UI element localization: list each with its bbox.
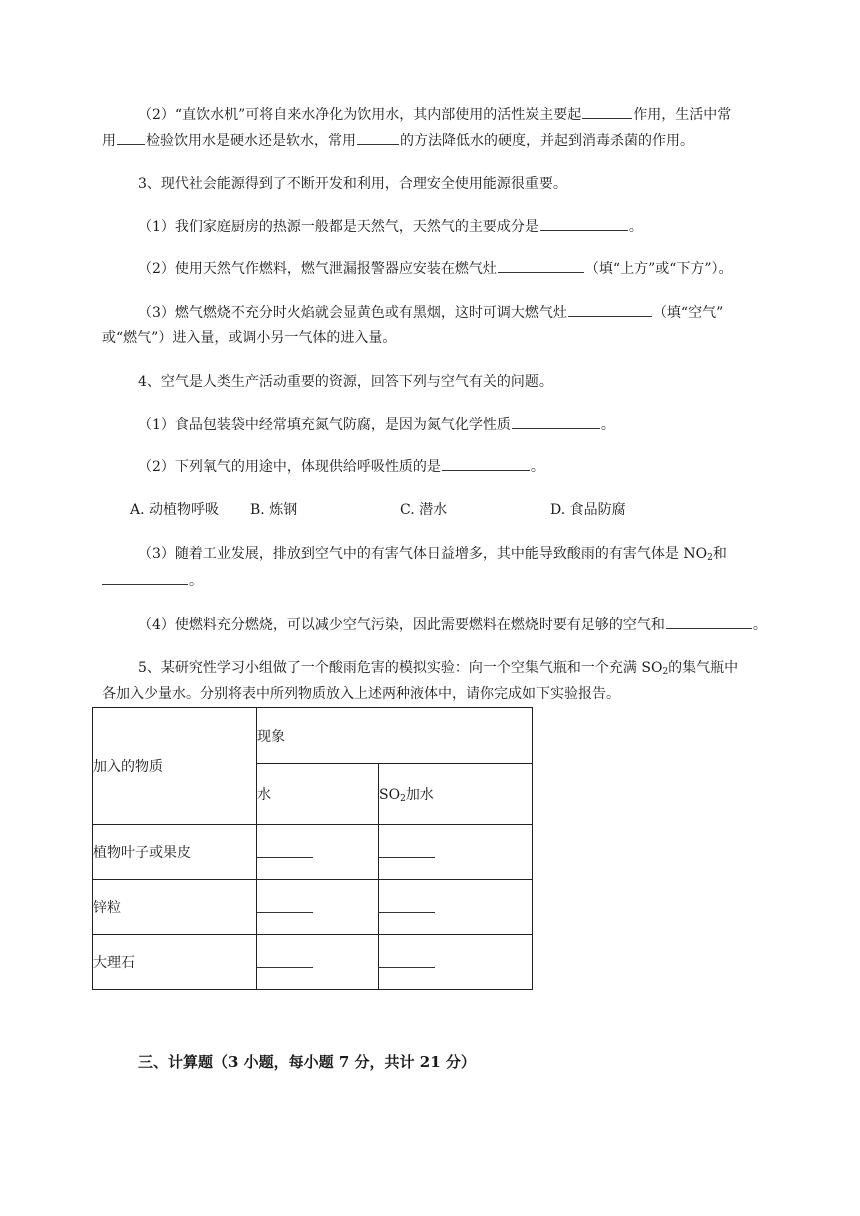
q2-part2-line1: （2）“直饮水机”可将自来水净化为饮用水，其内部使用的活性炭主要起 作用，生活中常 xyxy=(138,104,802,125)
q3-part3-line1: （3）燃气燃烧不充分时火焰就会显黄色或有黑烟，这时可调大燃气灶 （填“空气” xyxy=(138,302,802,323)
answer-blank[interactable] xyxy=(540,216,628,231)
row-substance: 锌粒 xyxy=(93,880,257,935)
header-substance: 加入的物质 xyxy=(93,708,257,825)
q4-title: 4、空气是人类生产活动重要的资源，回答下列与空气有关的问题。 xyxy=(138,374,553,390)
q4-part1: （1）食品包装袋中经常填充氮气防腐，是因为氮气化学性质 。 xyxy=(138,414,802,435)
answer-blank[interactable] xyxy=(257,843,313,858)
q4-part3-line2: 。 xyxy=(102,570,802,591)
answer-blank[interactable] xyxy=(379,898,435,913)
answer-blank[interactable] xyxy=(498,258,584,273)
q5-line2: 各加入少量水。分别将表中所列物质放入上述两种液体中，请你完成如下实验报告。 xyxy=(102,686,620,702)
option-c[interactable]: C. 潜水 xyxy=(400,502,448,518)
q4-part2: （2）下列氧气的用途中，体现供给呼吸性质的是 。 xyxy=(138,456,802,477)
q4-part4: （4）使燃料充分燃烧，可以减少空气污染，因此需要燃料在燃烧时要有足够的空气和 。 xyxy=(138,614,802,635)
answer-cell[interactable] xyxy=(257,935,379,990)
q3-part1: （1）我们家庭厨房的热源一般都是天然气，天然气的主要成分是 。 xyxy=(138,216,802,237)
q5-line1: 5、某研究性学习小组做了一个酸雨危害的模拟实验：向一个空集气瓶和一个充满 $SO_2$的集气瓶中 xyxy=(138,660,739,677)
header-so2-water: $SO_2$加水 xyxy=(379,764,533,825)
option-a[interactable]: A. 动植物呼吸 xyxy=(130,502,220,518)
answer-blank[interactable] xyxy=(379,953,435,968)
answer-cell[interactable] xyxy=(379,935,533,990)
option-d[interactable]: D. 食品防腐 xyxy=(550,502,626,518)
answer-blank[interactable] xyxy=(582,104,632,119)
answer-cell[interactable] xyxy=(379,825,533,880)
answer-cell[interactable] xyxy=(379,880,533,935)
answer-blank[interactable] xyxy=(666,614,752,629)
q3-part3-line2: 或“燃气”）进入量，或调小另一气体的进入量。 xyxy=(102,330,397,346)
answer-blank[interactable] xyxy=(442,456,530,471)
q2-part2-line2: 用 检验饮用水是硬水还是软水，常用 的方法降低水的硬度，并起到消毒杀菌的作用。 xyxy=(102,130,802,151)
table-row xyxy=(93,935,533,990)
answer-cell[interactable] xyxy=(257,880,379,935)
answer-blank[interactable] xyxy=(102,570,188,585)
table-row xyxy=(93,880,533,935)
row-substance: 植物叶子或果皮 xyxy=(93,825,257,880)
experiment-report-table xyxy=(92,707,533,990)
option-b[interactable]: B. 炼钢 xyxy=(250,502,298,518)
answer-cell[interactable] xyxy=(257,825,379,880)
q3-part2: （2）使用天然气作燃料，燃气泄漏报警器应安装在燃气灶 （填“上方”或“下方”）。 xyxy=(138,258,802,279)
section-title-calculation: 三、计算题（3 小题，每小题 7 分，共计 21 分） xyxy=(138,1053,476,1071)
answer-blank[interactable] xyxy=(512,414,600,429)
answer-blank[interactable] xyxy=(257,953,313,968)
answer-blank[interactable] xyxy=(379,843,435,858)
header-phenomenon: 现象 xyxy=(257,708,533,764)
table-row xyxy=(93,825,533,880)
q4-part3-line1: （3）随着工业发展，排放到空气中的有害气体日益增多，其中能导致酸雨的有害气体是 $NO_2$和 xyxy=(138,546,727,563)
answer-blank[interactable] xyxy=(257,898,313,913)
answer-blank[interactable] xyxy=(117,130,145,145)
answer-blank[interactable] xyxy=(357,130,399,145)
q3-title: 3、现代社会能源得到了不断开发和利用，合理安全使用能源很重要。 xyxy=(138,176,567,192)
table-header-row xyxy=(93,708,533,764)
answer-blank[interactable] xyxy=(568,302,652,317)
row-substance: 大理石 xyxy=(93,935,257,990)
header-water: 水 xyxy=(257,764,379,825)
